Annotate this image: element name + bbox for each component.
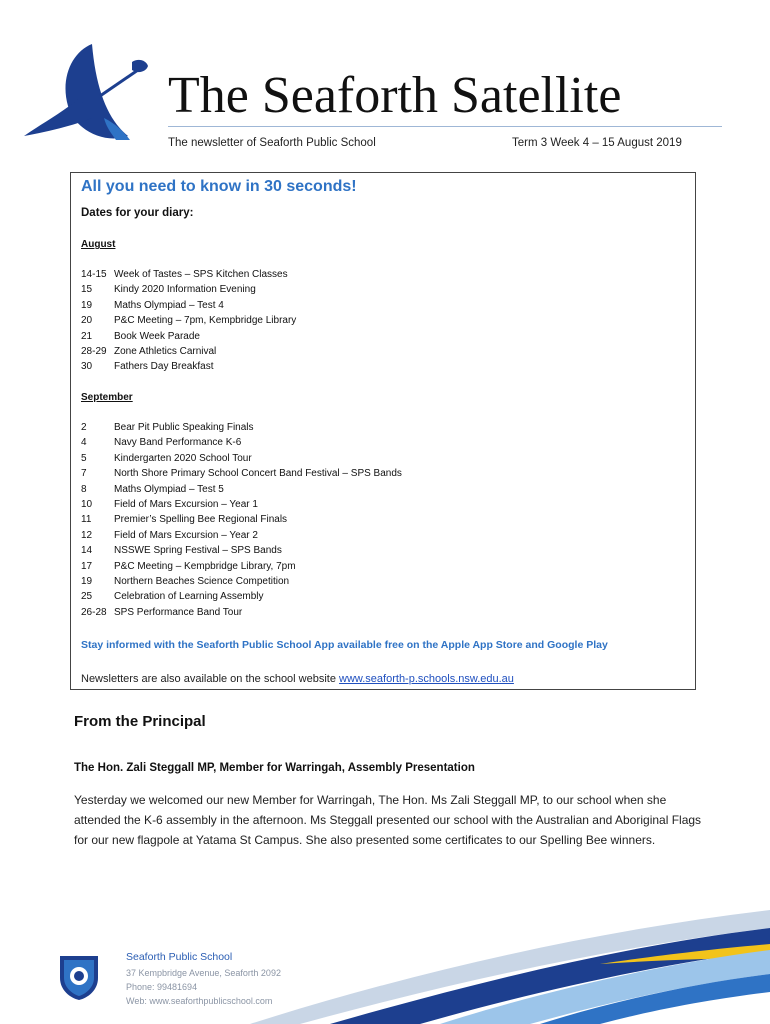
event-date: 14-15 [81, 269, 107, 280]
summary-box [70, 172, 696, 690]
event-date: 4 [81, 437, 87, 449]
diary-label: Dates for your diary: [81, 207, 194, 219]
event-text: P&C Meeting – 7pm, Kempbridge Library [114, 315, 297, 327]
event-text: Kindergarten 2020 School Tour [114, 452, 252, 464]
website-note [81, 673, 514, 685]
event-date: 5 [81, 452, 87, 464]
august-events [81, 267, 681, 375]
school-website-link[interactable]: www.seaforth-p.schools.nsw.edu.au [339, 673, 514, 685]
footer-swoosh-graphic [0, 900, 770, 1024]
list-item [81, 605, 681, 620]
list-item [81, 528, 681, 543]
event-date: 2 [81, 422, 87, 433]
list-item [81, 359, 681, 374]
event-text: P&C Meeting – Kempbridge Library, 7pm [114, 560, 296, 572]
list-item [81, 298, 681, 313]
list-item [81, 313, 681, 328]
event-date: 17 [81, 560, 93, 572]
event-text: Maths Olympiad – Test 4 [114, 299, 224, 311]
school-crest-icon [56, 952, 102, 1002]
event-date: 11 [81, 514, 92, 526]
event-date: 26-28 [81, 606, 107, 618]
event-date: 10 [81, 498, 93, 510]
event-text: Navy Band Performance K-6 [114, 437, 242, 449]
section-heading-principal: From the Principal [74, 713, 206, 730]
event-text: Bear Pit Public Speaking Finals [114, 422, 254, 433]
list-item [81, 435, 681, 450]
event-text: SPS Performance Band Tour [114, 606, 243, 618]
event-date: 12 [81, 529, 93, 541]
event-text: Zone Athletics Carnival [114, 345, 217, 357]
list-item [81, 574, 681, 589]
event-date: 15 [81, 284, 93, 296]
event-text: Kindy 2020 Information Evening [114, 284, 256, 296]
event-text: Book Week Parade [114, 330, 200, 342]
list-item [81, 329, 681, 344]
summary-heading: All you need to know in 30 seconds! [81, 178, 357, 195]
footer-address: 37 Kempbridge Avenue, Seaforth 2092 [126, 968, 281, 978]
footer-phone: Phone: 99481694 [126, 982, 198, 992]
event-text: Maths Olympiad – Test 5 [114, 483, 224, 495]
satellite-dish-logo [20, 40, 170, 150]
event-date: 20 [81, 315, 93, 327]
event-text: NSSWE Spring Festival – SPS Bands [114, 545, 282, 557]
event-date: 8 [81, 483, 87, 495]
list-item [81, 420, 681, 435]
newsletter-subtitle: The newsletter of Seaforth Public School [168, 137, 376, 149]
month-label-august: August [81, 239, 116, 250]
list-item [81, 344, 681, 359]
list-item [81, 282, 681, 297]
list-item [81, 267, 681, 282]
event-date: 19 [81, 575, 93, 587]
list-item [81, 543, 681, 558]
event-date: 19 [81, 299, 93, 311]
event-date: 30 [81, 361, 93, 373]
list-item [81, 451, 681, 466]
app-note: Stay informed with the Seaforth Public School App available free on the Apple App Store and Google Play [81, 639, 608, 651]
event-date: 25 [81, 591, 93, 603]
event-text: Premier’s Spelling Bee Regional Finals [114, 514, 288, 526]
footer-school-name: Seaforth Public School [126, 951, 233, 963]
title-divider [168, 126, 722, 127]
list-item [81, 589, 681, 604]
list-item [81, 559, 681, 574]
website-note-text: Newsletters are also available on the school website [81, 673, 340, 685]
event-text: Field of Mars Excursion – Year 1 [114, 498, 258, 510]
newsletter-title: The Seaforth Satellite [168, 67, 622, 124]
event-text: Week of Tastes – SPS Kitchen Classes [114, 269, 288, 280]
event-text: Field of Mars Excursion – Year 2 [114, 529, 258, 541]
event-text: Fathers Day Breakfast [114, 361, 214, 373]
event-text: Celebration of Learning Assembly [114, 591, 264, 603]
event-date: 7 [81, 468, 87, 480]
event-date: 14 [81, 545, 93, 557]
event-date: 21 [81, 330, 93, 342]
list-item [81, 497, 681, 512]
list-item [81, 466, 681, 481]
list-item [81, 512, 681, 527]
article-body: Yesterday we welcomed our new Member for Warringah, The Hon. Ms Zali Steggall MP, to our school when she attended the K-6 assembly in the afternoon. Ms Steggall presented our school with the Australian and Aboriginal Flags for our new flagpole at Yatama St Campus. She also presented some certificates to our Spelling Bee winners. [74, 793, 702, 847]
issue-date: Term 3 Week 4 – 15 August 2019 [512, 137, 682, 149]
footer-web: Web: www.seaforthpublicschool.com [126, 996, 273, 1006]
event-text: Northern Beaches Science Competition [114, 575, 290, 587]
article-heading: The Hon. Zali Steggall MP, Member for Warringah, Assembly Presentation [74, 762, 475, 774]
month-label-september: September [81, 392, 133, 403]
event-text: North Shore Primary School Concert Band Festival – SPS Bands [114, 468, 402, 480]
event-date: 28-29 [81, 345, 107, 357]
september-events [81, 420, 681, 620]
list-item [81, 482, 681, 497]
